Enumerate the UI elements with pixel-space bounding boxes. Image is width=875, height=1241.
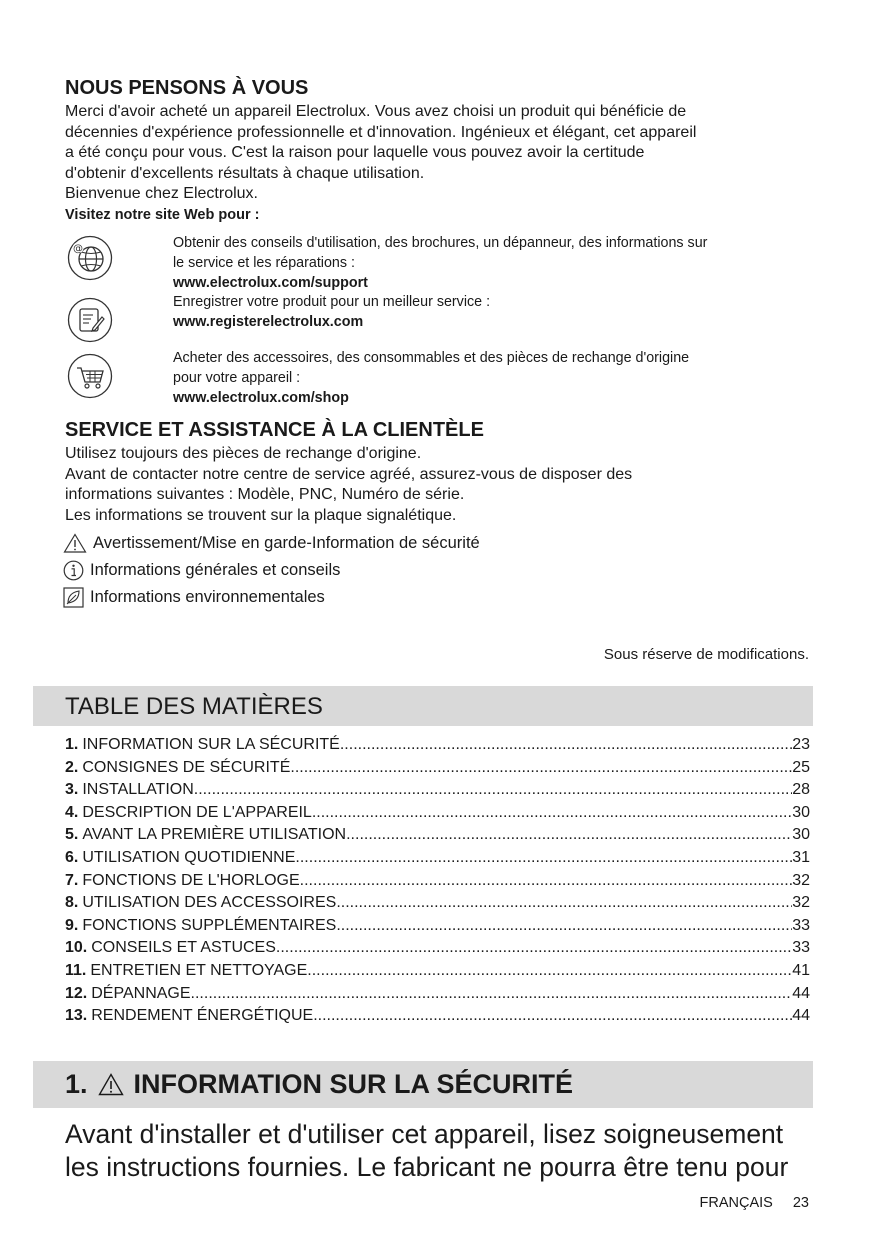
legend-text: Avertissement/Mise en garde-Information de sécurité (93, 533, 480, 552)
toc-entry-label: CONSEILS ET ASTUCES (91, 939, 276, 957)
register-icon (67, 297, 113, 343)
toc-leader (194, 781, 792, 799)
toc-leader (340, 736, 792, 754)
legend-warning (63, 533, 480, 553)
toc-leader (336, 917, 792, 935)
footer-page-number: 23 (792, 1195, 809, 1211)
legend-text: Informations environnementales (90, 588, 325, 606)
toc-leader (300, 872, 793, 890)
chapter-header-band (33, 1061, 813, 1108)
toc-entry[interactable] (65, 917, 810, 940)
visit-item-text: le service et les réparations : (173, 255, 355, 271)
section-title-service: SERVICE ET ASSISTANCE À LA CLIENTÈLE (65, 419, 484, 441)
svg-text:@: @ (73, 243, 83, 255)
toc-entry-page: 44 (792, 984, 810, 1002)
toc-entry-label: RENDEMENT ÉNERGÉTIQUE (91, 1007, 314, 1025)
toc-entry-number: 1. (65, 736, 79, 753)
legend-text: Informations générales et conseils (90, 561, 341, 579)
toc-entry[interactable] (65, 962, 810, 985)
toc-leader (307, 962, 792, 980)
toc-leader (336, 894, 792, 912)
paragraph-line: Merci d'avoir acheté un appareil Electrolux. Vous avez choisi un produit qui bénéficie de (65, 103, 687, 120)
toc-entry-page: 33 (792, 939, 810, 957)
paragraph-line: décennies d'expérience professionnelle et d'innovation. Ingénieux et élégant, cet appareil (65, 123, 697, 141)
paragraph-line: d'obtenir d'excellents résultats à chaque utilisation. (65, 164, 425, 182)
toc-entry-number: 2. (65, 758, 79, 776)
toc-leader (276, 939, 792, 957)
toc-entry[interactable] (65, 736, 810, 759)
visit-label: Visitez notre site Web pour : (65, 207, 260, 223)
toc-leader (295, 849, 792, 867)
toc-header-band (33, 686, 813, 726)
toc-entry[interactable] (65, 939, 810, 962)
toc-entry-number: 12. (65, 984, 88, 1002)
toc-entry-label: AVANT LA PREMIÈRE UTILISATION (82, 826, 347, 844)
toc-leader (313, 1007, 792, 1025)
toc-list (65, 736, 810, 1030)
toc-entry[interactable] (65, 1007, 810, 1030)
toc-entry-page: 33 (792, 916, 810, 934)
paragraph-line: Les informations se trouvent sur la plaque signalétique. (65, 506, 457, 524)
chapter-number: 1. (65, 1069, 88, 1099)
toc-entry-number: 4. (65, 803, 79, 821)
globe-icon (67, 235, 113, 281)
visit-item-text: Enregistrer votre produit pour un meilleur service : (173, 294, 491, 310)
toc-entry-label: FONCTIONS SUPPLÉMENTAIRES (82, 916, 337, 934)
toc-entry-page: 32 (792, 894, 810, 912)
toc-entry-label: INSTALLATION (82, 781, 194, 799)
cart-icon (67, 353, 113, 399)
toc-leader (312, 804, 792, 822)
paragraph-line: a été conçu pour vous. C'est la raison pour laquelle vous pouvez avoir la certitude (65, 144, 645, 161)
paragraph-line: Bienvenue chez Electrolux. (65, 185, 258, 202)
toc-entry-page: 25 (792, 758, 810, 776)
intro-line: Avant d'installer et d'utiliser cet appareil, lisez soigneusement (65, 1119, 784, 1149)
chapter-title: INFORMATION SUR LA SÉCURITÉ (133, 1069, 574, 1099)
toc-entry-number: 3. (65, 781, 79, 799)
toc-entry-page: 30 (792, 803, 810, 821)
service-paragraph (65, 444, 632, 526)
toc-leader (191, 985, 793, 1003)
intro-line: les instructions fournies. Le fabricant ne pourra être tenu pour (65, 1152, 789, 1182)
toc-entry[interactable] (65, 804, 810, 827)
toc-entry[interactable] (65, 894, 810, 917)
visit-item-text: Acheter des accessoires, des consommables et des pièces de rechange d'origine (173, 350, 690, 366)
visit-item-support (173, 233, 707, 293)
toc-entry-number: 6. (65, 848, 79, 866)
shop-link[interactable]: www.electrolux.com/shop (173, 390, 349, 406)
toc-entry[interactable] (65, 872, 810, 895)
visit-item-text: pour votre appareil : (173, 370, 301, 386)
toc-entry-number: 13. (65, 1007, 88, 1025)
leaf-icon (63, 587, 84, 608)
info-icon (63, 560, 84, 581)
toc-entry-page: 32 (792, 871, 810, 889)
register-link[interactable]: www.registerelectrolux.com (173, 314, 364, 330)
toc-entry-label: CONSIGNES DE SÉCURITÉ (82, 758, 291, 776)
toc-entry-page: 30 (792, 826, 810, 844)
toc-entry-label: ENTRETIEN ET NETTOYAGE (90, 961, 308, 979)
toc-entry[interactable] (65, 826, 810, 849)
toc-entry-label: UTILISATION DES ACCESSOIRES (82, 894, 337, 912)
warning-icon (63, 533, 87, 553)
paragraph-line: informations suivantes : Modèle, PNC, Numéro de série. (65, 486, 465, 503)
visit-item-register (173, 292, 490, 332)
visit-item-text: Obtenir des conseils d'utilisation, des brochures, un dépanneur, des informations sur (173, 235, 708, 251)
toc-entry-number: 5. (65, 826, 79, 844)
toc-entry-number: 9. (65, 916, 79, 934)
toc-entry-page: 31 (792, 848, 810, 866)
paragraph-line: Avant de contacter notre centre de service agréé, assurez-vous de disposer des (65, 465, 633, 483)
toc-entry-page: 23 (792, 736, 810, 753)
toc-entry-label: INFORMATION SUR LA SÉCURITÉ (82, 736, 340, 753)
toc-entry[interactable] (65, 759, 810, 782)
visit-item-shop (173, 348, 689, 408)
chapter-intro (65, 1118, 788, 1184)
toc-entry-page: 44 (792, 1007, 810, 1025)
chapter-heading (65, 1069, 573, 1100)
toc-entry[interactable] (65, 781, 810, 804)
toc-entry-label: DESCRIPTION DE L'APPAREIL (82, 803, 312, 821)
welcome-paragraph (65, 102, 696, 205)
toc-entry[interactable] (65, 849, 810, 872)
footer-language: FRANÇAIS (699, 1195, 773, 1211)
warning-icon (98, 1073, 124, 1096)
toc-entry[interactable] (65, 985, 810, 1008)
support-link[interactable]: www.electrolux.com/support (173, 275, 368, 291)
toc-entry-label: FONCTIONS DE L'HORLOGE (82, 871, 300, 889)
toc-entry-number: 7. (65, 871, 79, 889)
toc-entry-label: DÉPANNAGE (91, 984, 191, 1002)
toc-entry-page: 41 (792, 961, 810, 979)
toc-entry-label: UTILISATION QUOTIDIENNE (82, 848, 296, 866)
paragraph-line: Utilisez toujours des pièces de rechange d'origine. (65, 445, 422, 462)
toc-leader (290, 759, 792, 777)
toc-title: TABLE DES MATIÈRES (65, 693, 323, 720)
toc-entry-number: 10. (65, 939, 88, 957)
page-footer (680, 1195, 809, 1211)
toc-entry-number: 11. (65, 961, 87, 979)
legend-environment (63, 587, 325, 608)
toc-entry-page: 28 (792, 781, 810, 799)
toc-entry-number: 8. (65, 894, 79, 912)
section-title-nous-pensons: NOUS PENSONS À VOUS (65, 77, 309, 99)
modification-note: Sous réserve de modifications. (603, 646, 809, 663)
legend-info (63, 560, 340, 581)
toc-leader (346, 826, 792, 844)
